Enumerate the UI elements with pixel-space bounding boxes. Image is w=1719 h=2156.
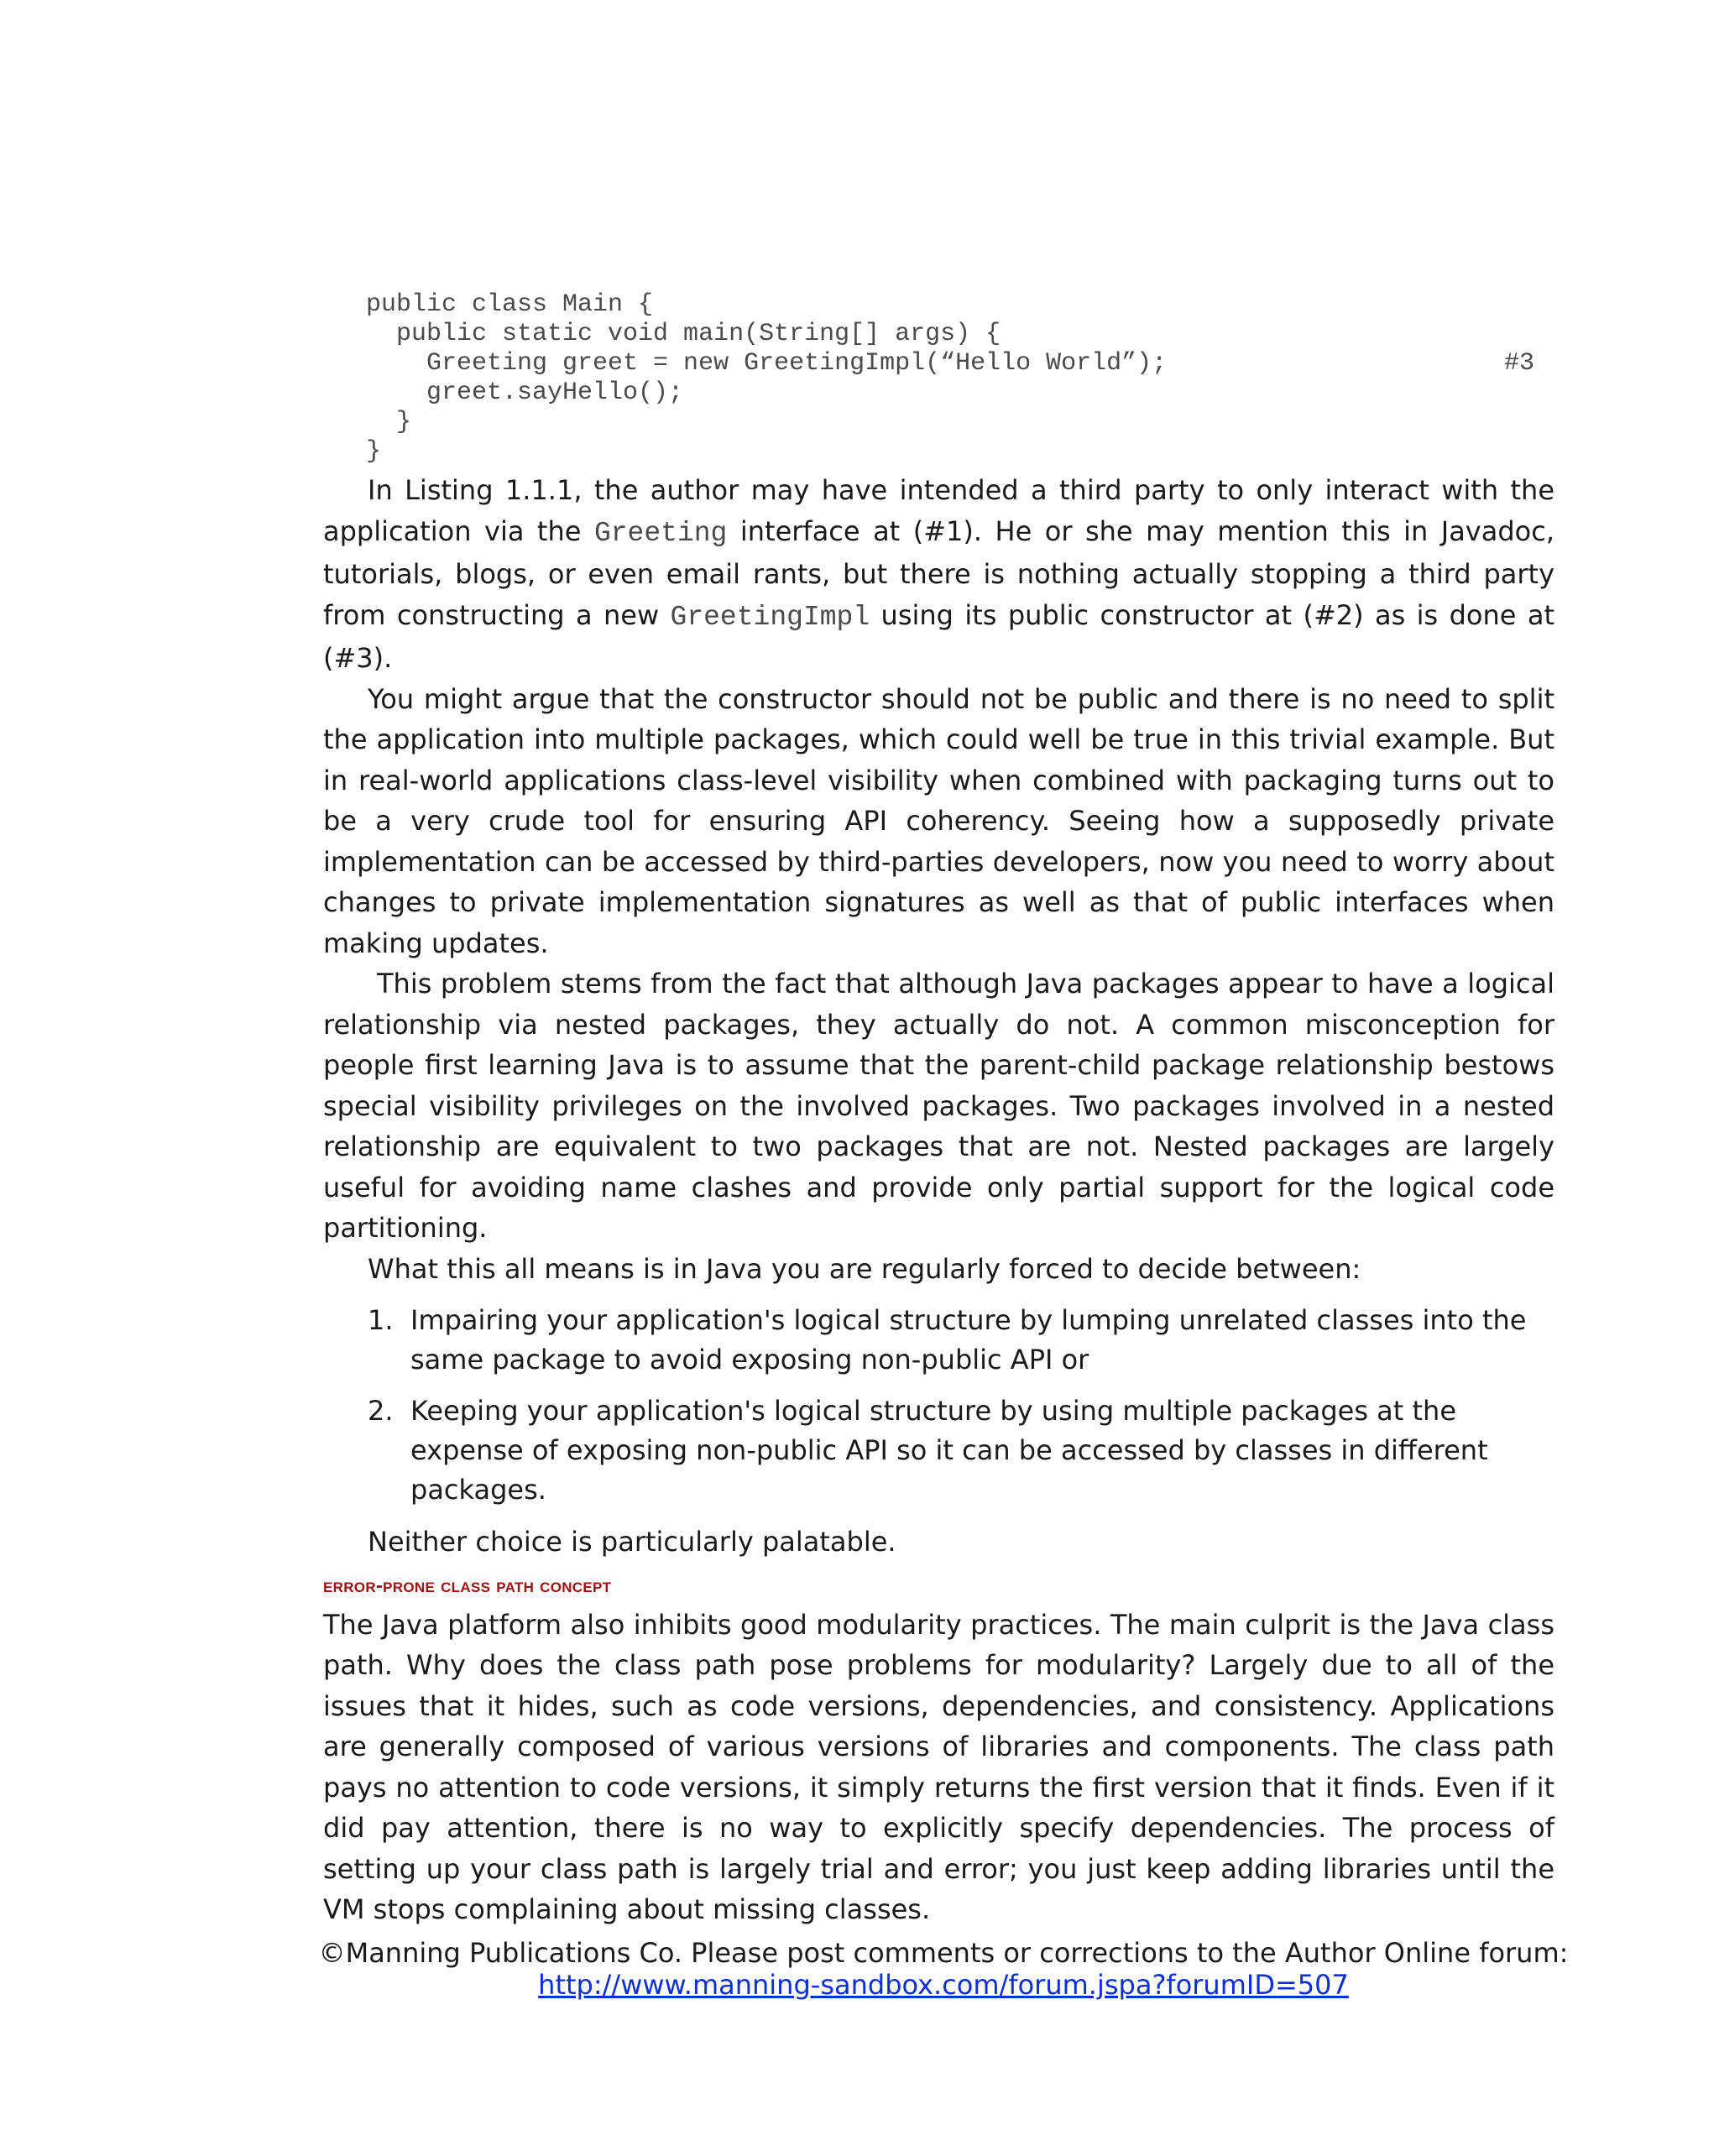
- paragraph-text: In Listing 1.1.1, the author may have intended a third party to only interact with the application via the: [323, 474, 1554, 547]
- body-text: [323, 470, 1554, 1930]
- paragraph-text: interface at (#1). He or she may mention this in Javadoc, tutorials, blogs, or even email rants, but there is nothing actually stopping a third party from constructing a new: [323, 514, 1555, 631]
- paragraph-constructor-argument: You might argue that the constructor should not be public and there is no need to split the application into multiple packages, which could well be true in this trivial example. But in real-world applications class-level visibility when combined with packaging turns out to be a very crude tool for ensuring API coherency. Seeing how a supposedly private implementation can be accessed by third-parties developers, now you need to worry about changes to private implementation signatures as well as that of public interfaces when making updates.: [323, 682, 1554, 959]
- forum-link[interactable]: http://www.manning-sandbox.com/forum.jspa?forumID=507: [538, 1969, 1349, 2001]
- list-item: [323, 1301, 1554, 1380]
- list-item-text: Impairing your application's logical structure by lumping unrelated classes into the same package to avoid exposing non-public API or: [410, 1304, 1527, 1376]
- code-line: [366, 290, 1541, 320]
- paragraph-forced-decision: What this all means is in Java you are regularly forced to decide between:: [368, 1252, 1361, 1285]
- code-line: [366, 378, 1541, 408]
- paragraph-text: using its public constructor at (#2) as is done at (#3).: [323, 598, 1555, 674]
- code-text: Greeting greet = new GreetingImpl(“Hello World”);: [366, 349, 1168, 378]
- paragraph-listing-explanation: [323, 470, 1554, 679]
- section-heading: error-prone class path concept: [323, 1574, 612, 1597]
- code-text: public static void main(String[] args) {: [366, 320, 1001, 348]
- code-line: [366, 349, 1541, 378]
- list-item-number: 2.: [368, 1395, 394, 1427]
- paragraph-class-path: The Java platform also inhibits good modularity practices. The main culprit is the Java class path. Why does the class path pose problems for modularity? Largely due to all of the issues that it hides, such as code versions, dependencies, and consistency. Applications are generally composed of various versions of libraries and components. The class path pays no attention to code versions, it simply returns the first version that it finds. Even if it did pay attention, there is no way to explicitly specify dependencies. The process of setting up your class path is largely trial and error; you just keep adding libraries until the VM stops complaining about missing classes.: [323, 1608, 1554, 1925]
- code-line: [366, 408, 1541, 437]
- list-item-number: 1.: [368, 1304, 394, 1336]
- paragraph-closing: Neither choice is particularly palatable.: [368, 1526, 896, 1558]
- code-line: [366, 437, 1541, 467]
- list-item-text: Keeping your application's logical structure by using multiple packages at the expense of exposing non-public API so it can be accessed by classes in different packages.: [410, 1395, 1488, 1506]
- copyright-notice: ©Manning Publications Co. Please post comments or corrections to the Author Online forum:: [318, 1937, 1569, 1969]
- code-annotation: #3: [1504, 349, 1535, 378]
- code-line: [366, 320, 1541, 349]
- code-text: greet.sayHello();: [366, 378, 684, 407]
- list-item: [323, 1391, 1554, 1510]
- inline-code-greeting: Greeting: [593, 517, 728, 549]
- code-text: public class Main {: [366, 290, 654, 319]
- code-text: }: [366, 437, 382, 466]
- page-footer: [0, 1937, 1719, 2001]
- code-text: }: [366, 408, 412, 436]
- paragraph-nested-packages: This problem stems from the fact that although Java packages appear to have a logical relationship via nested packages, they actually do not. A common misconception for people first learning Java is to assume that the parent-child package relationship bestows special visibility privileges on the involved packages. Two packages involved in a nested relationship are equivalent to two packages that are not. Nested packages are largely useful for avoiding name clashes and provide only partial support for the logical code partitioning.: [323, 968, 1554, 1244]
- code-listing: [366, 290, 1541, 467]
- numbered-list: [323, 1301, 1554, 1510]
- inline-code-greetingimpl: GreetingImpl: [670, 601, 870, 633]
